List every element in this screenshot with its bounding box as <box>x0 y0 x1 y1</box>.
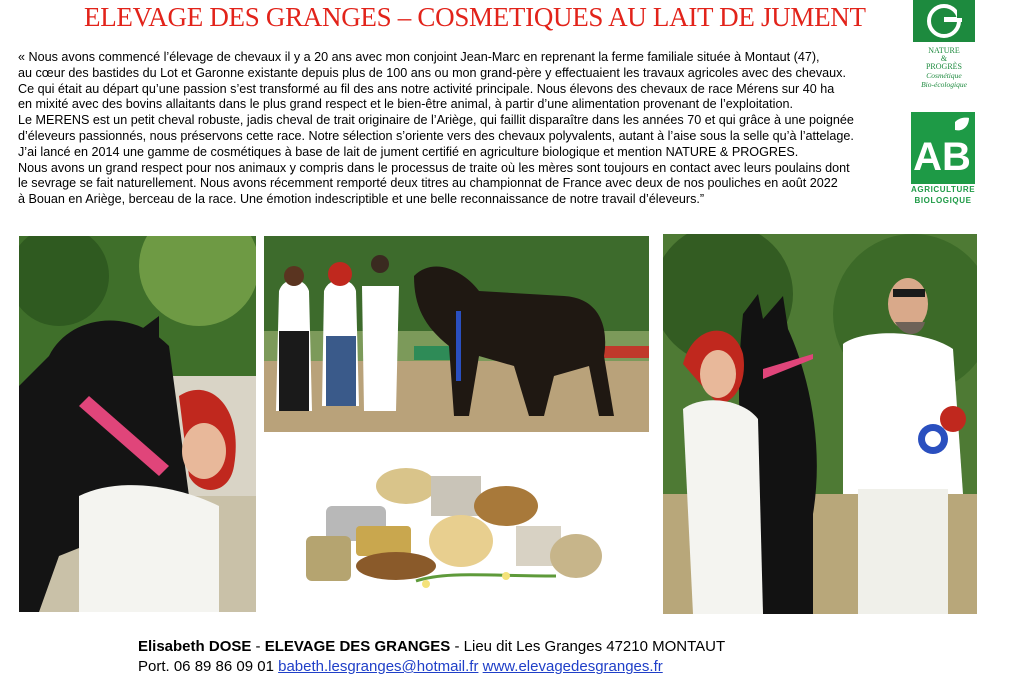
photo-couple-with-horse-image <box>663 234 977 614</box>
intro-line: d’éleveurs passionnés, nous préservons cette race. Notre sélection s’oriente vers des chevaux polyvalents, autant à l’aise sous la selle qu’à l’attelage. <box>18 128 854 143</box>
footer-company: ELEVAGE DES GRANGES <box>264 638 451 655</box>
np-sub1: Cosmétique <box>926 71 962 80</box>
ab-letters: AB <box>913 135 971 179</box>
footer-sep: - <box>251 638 265 655</box>
intro-line: Nous avons un grand respect pour nos animaux y compris dans le processus de traite où les mères sont toujours en contact avec leurs poulains dont <box>18 160 850 175</box>
ab-logo <box>911 112 975 212</box>
photo-prize-with-foal <box>264 236 649 432</box>
nature-progres-logo <box>911 0 977 96</box>
ab-emblem <box>911 112 975 184</box>
photo-cosmetic-products-image <box>296 446 626 598</box>
nature-progres-emblem-icon <box>913 0 975 42</box>
photo-couple-with-horse <box>663 234 977 614</box>
photo-cosmetic-products <box>296 446 626 598</box>
leaf-icon <box>911 112 975 184</box>
footer-line-2 <box>138 657 725 677</box>
email-link[interactable]: babeth.lesgranges@hotmail.fr <box>278 658 479 675</box>
page-title: ELEVAGE DES GRANGES – COSMETIQUES AU LAIT DE JUMENT <box>84 2 866 32</box>
np-line2: & <box>940 54 948 63</box>
ab-line1: AGRICULTURE <box>911 185 976 194</box>
np-line3: PROGRÈS <box>925 62 962 71</box>
intro-line: J’ai lancé en 2014 une gamme de cosmétiques à base de lait de jument certifié en agriculture biologique et mention NATURE & PROGRES. <box>18 144 799 159</box>
intro-text <box>18 50 918 208</box>
intro-line: Le MERENS est un petit cheval robuste, jadis cheval de trait originaire de l’Ariège, qui faillit disparaître dans les années 70 et qui grâce à une poignée <box>18 113 854 128</box>
ab-line2: BIOLOGIQUE <box>914 196 972 205</box>
intro-line: au cœur des bastides du Lot et Garonne existante depuis plus de 100 ans ou mon grand-père y effectuaient les travaux agricoles avec des chevaux. <box>18 65 846 80</box>
website-link[interactable]: www.elevagedesgranges.fr <box>482 658 663 675</box>
footer-line-1 <box>138 637 725 657</box>
photo-woman-hugging-horse-image <box>19 236 256 612</box>
np-line1: NATURE <box>928 46 960 55</box>
np-sub2: Bio-écologique <box>921 80 967 89</box>
photo-prize-with-foal-image <box>264 236 649 432</box>
intro-line: « Nous avons commencé l’élevage de chevaux il y a 20 ans avec mon conjoint Jean-Marc en reprenant la ferme familiale située à Montaut (47), <box>18 50 820 64</box>
intro-line: à Bouan en Ariège, berceau de la race. Une émotion indescriptible et une belle reconnaissance de notre travail d’éleveurs.” <box>18 192 705 207</box>
intro-line: le sevrage se fait naturellement. Nous avons récemment remporté deux titres au championnat de France avec deux de nos pouliches en août 2022 <box>18 176 838 191</box>
footer-name-first: Elisabeth <box>138 638 205 655</box>
footer-name-last: DOSE <box>208 638 252 655</box>
footer-phone: Port. 06 89 86 09 01 <box>138 658 274 675</box>
intro-line: Ce qui était au départ qu’une passion s’est transformé au fil des ans notre activité principale. Nous élevons des chevaux de race Mérens sur 40 ha <box>18 81 835 96</box>
footer-address: - Lieu dit Les Granges 47210 MONTAUT <box>450 638 726 655</box>
intro-line: en mixité avec des bovins allaitants dans le plus grand respect et le bien-être animal, à partir d’une alimentation provenant de l’exploitation. <box>18 97 793 112</box>
footer <box>138 637 725 677</box>
photo-woman-hugging-horse <box>19 236 256 612</box>
